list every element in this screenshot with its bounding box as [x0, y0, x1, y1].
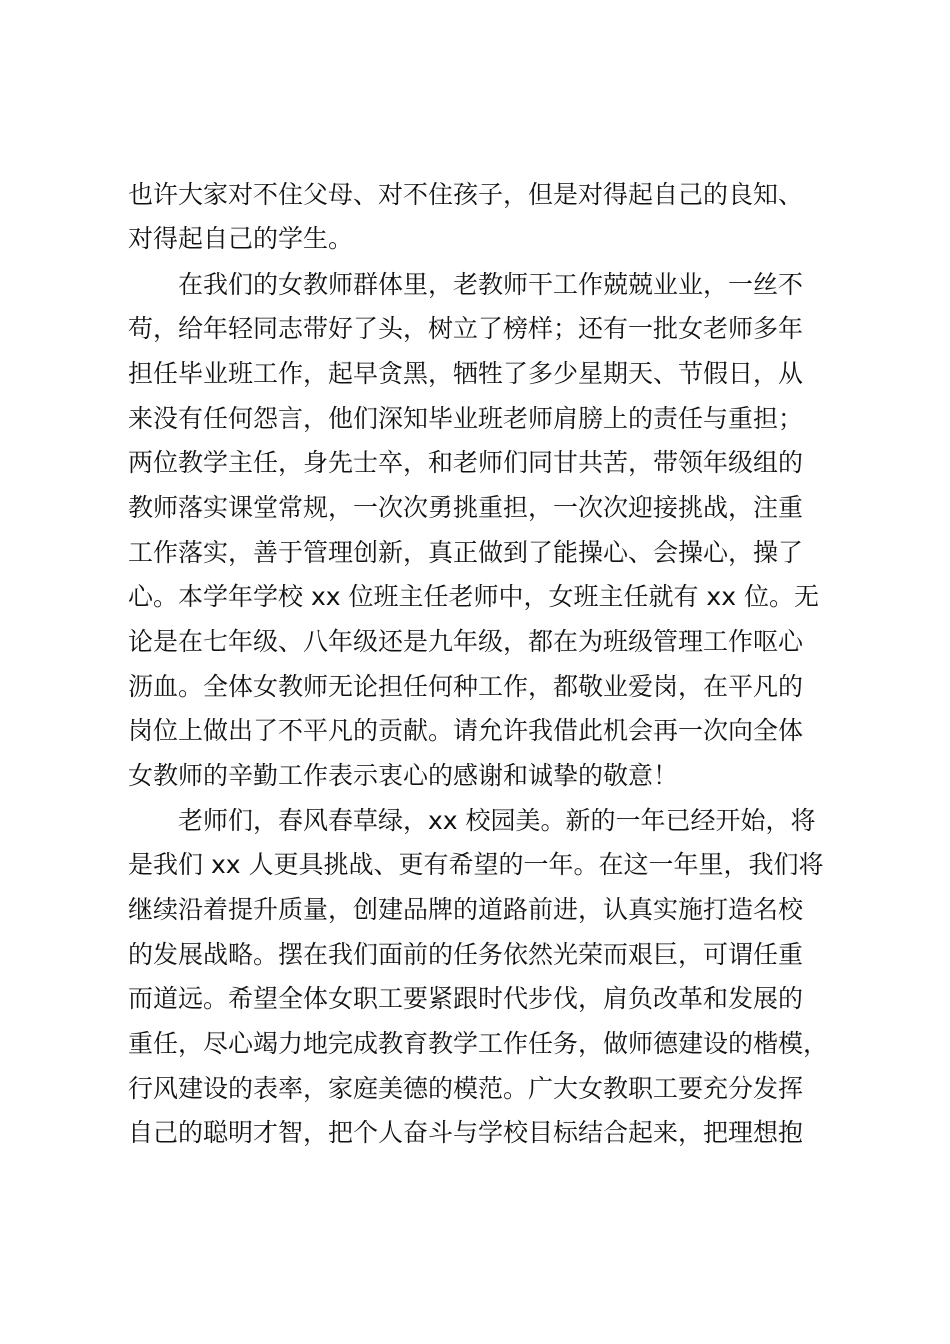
text-line: 论是在七年级、八年级还是九年级，都在为班级管理工作呕心 — [128, 627, 804, 656]
text-line: 岗位上做出了不平凡的贡献。请允许我借此机会再一次向全体 — [128, 716, 804, 745]
text-line: 也许大家对不住父母、对不住孩子，但是对得起自己的良知、 — [128, 180, 804, 209]
text-line: 是我们 xx 人更具挑战、更有希望的一年。在这一年里，我们将 — [128, 850, 824, 879]
text-line: 两位教学主任，身先士卒，和老师们同甘共苦，带领年级组的 — [128, 448, 804, 477]
text-line: 来没有任何怨言，他们深知毕业班老师肩膀上的责任与重担； — [128, 404, 804, 433]
text-line: 工作落实，善于管理创新，真正做到了能操心、会操心，操了 — [128, 538, 804, 567]
text-line: 教师落实课堂常规，一次次勇挑重担，一次次迎接挑战，注重 — [128, 493, 804, 522]
text-line: 继续沿着提升质量，创建品牌的道路前进，认真实施打造名校 — [128, 895, 804, 924]
text-line: 行风建设的表率，家庭美德的模范。广大女教职工要充分发挥 — [128, 1074, 804, 1103]
paragraph-first-line: 老师们，春风春草绿，xx 校园美。新的一年已经开始，将 — [178, 806, 816, 835]
text-line: 心。本学年学校 xx 位班主任老师中，女班主任就有 xx 位。无 — [128, 582, 819, 611]
text-line: 女教师的辛勤工作表示衷心的感谢和诚挚的敬意！ — [128, 761, 679, 790]
text-line: 自己的聪明才智，把个人奋斗与学校目标结合起来，把理想抱 — [128, 1118, 804, 1147]
text-line: 苟，给年轻同志带好了头，树立了榜样；还有一批女老师多年 — [128, 314, 804, 343]
text-line: 的发展战略。摆在我们面前的任务依然光荣而艰巨，可谓任重 — [128, 940, 804, 969]
text-line: 对得起自己的学生。 — [128, 224, 354, 253]
text-line: 重任，尽心竭力地完成教育教学工作任务，做师德建设的楷模， — [128, 1029, 829, 1058]
paragraph-first-line: 在我们的女教师群体里，老教师干工作兢兢业业，一丝不 — [178, 270, 804, 299]
text-line: 而道远。希望全体女职工要紧跟时代步伐，肩负改革和发展的 — [128, 984, 804, 1013]
text-line: 担任毕业班工作，起早贪黑，牺牲了多少星期天、节假日，从 — [128, 359, 804, 388]
text-line: 沥血。全体女教师无论担任何种工作，都敬业爱岗，在平凡的 — [128, 672, 804, 701]
